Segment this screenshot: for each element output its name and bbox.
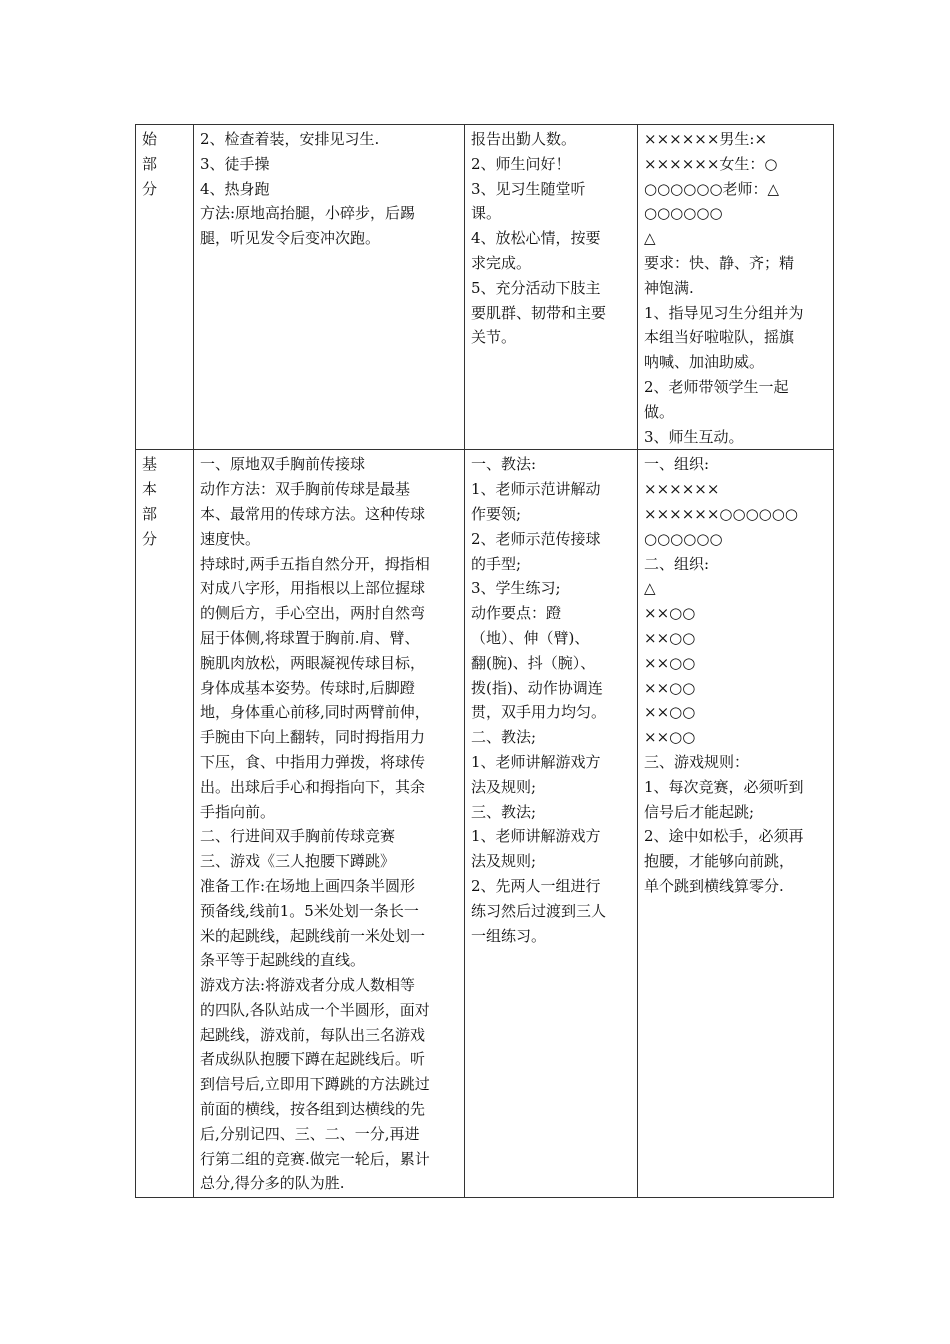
- method-line: 法及规则;: [471, 777, 537, 796]
- content-line: 对成八字形，用指根以上部位握球: [200, 579, 426, 598]
- organization-line: ××××××女生：○: [644, 154, 778, 173]
- method-line: 5、充分活动下肢主: [471, 278, 601, 297]
- content-line: 出。出球后手心和拇指向下，其余: [200, 777, 426, 796]
- organization-line: ○○○○○○: [644, 204, 723, 223]
- method-line: 拨(指)、动作协调连: [471, 678, 603, 697]
- table-row-opening: [136, 125, 834, 450]
- organization-line: 三、游戏规则：: [644, 752, 750, 771]
- method-line: （地）、伸（臂)、: [471, 628, 590, 647]
- method-line: 1、老师示范讲解动: [471, 480, 601, 499]
- content-line: 手指向前。: [200, 802, 276, 821]
- organization-line: ○○○○○○: [644, 529, 723, 548]
- method-line: 1、老师讲解游戏方: [471, 752, 601, 771]
- method-line: 1、老师讲解游戏方: [471, 827, 601, 846]
- section-char: 部: [142, 504, 158, 523]
- organization-line: ××××××○○○○○○: [644, 504, 798, 523]
- method-line: 作要领;: [471, 504, 522, 523]
- content-line: 预备线,线前1。5米处划一条长一: [200, 901, 419, 920]
- content-line: 游戏方法:将游戏者分成人数相等: [200, 976, 416, 995]
- organization-line: 抱腰，才能够向前跳，: [644, 852, 795, 871]
- organization-line: 2、老师带领学生一起: [644, 377, 789, 396]
- content-line: 地，身体重心前移,同时两臂前伸，: [200, 703, 430, 722]
- method-line: 报告出勤人数。: [471, 130, 577, 148]
- organization-line: △: [644, 579, 656, 598]
- method-line: 4、放松心情，按要: [471, 229, 601, 248]
- content-line: 4、热身跑: [200, 179, 270, 198]
- content-line: 3、徒手操: [200, 154, 270, 173]
- content-line: 行第二组的竞赛.做完一轮后，累计: [200, 1149, 430, 1168]
- method-line: 关节。: [471, 328, 517, 347]
- method-line: 翻(腕)、抖（腕）、: [471, 653, 596, 672]
- organization-cell-opening: [638, 125, 834, 450]
- content-line: 速度快。: [200, 529, 261, 548]
- table-row-basic: [136, 450, 834, 1198]
- content-line: 持球时,两手五指自然分开，拇指相: [200, 554, 430, 573]
- organization-line: 要求：快、静、齐；精: [644, 253, 795, 272]
- method-line: 2、先两人一组进行: [471, 876, 601, 895]
- method-line: 2、老师示范传接球: [471, 529, 601, 548]
- content-line: 腿，听见发令后变冲次跑。: [200, 229, 381, 248]
- content-line: 下压，食、中指用力弹拨，将球传: [200, 752, 426, 771]
- section-char: 分: [142, 529, 158, 548]
- content-line: 的侧后方，手心空出，两肘自然弯: [200, 604, 426, 623]
- method-line: 3、学生练习;: [471, 579, 561, 598]
- organization-line: ××○○: [644, 604, 696, 623]
- section-char: 基: [142, 455, 158, 474]
- content-line: 本、最常用的传球方法。这种传球: [200, 504, 426, 523]
- content-line: 者成纵队抱腰下蹲在起跳线后。听: [200, 1050, 426, 1069]
- organization-line: 呐喊、加油助威。: [644, 353, 765, 372]
- organization-line: ××××××男生:×: [644, 130, 768, 148]
- content-line: 屈于体侧,将球置于胸前.肩、臂、: [200, 628, 420, 647]
- section-label-basic: [136, 450, 194, 1198]
- method-line: 的手型;: [471, 554, 522, 573]
- content-line: 总分,得分多的队为胜.: [200, 1174, 345, 1193]
- method-line: 法及规则;: [471, 852, 537, 871]
- organization-line: ○○○○○○老师：△: [644, 179, 780, 198]
- organization-line: 3、师生互动。: [644, 427, 744, 446]
- organization-line: 信号后才能起跳;: [644, 802, 755, 821]
- section-char: 部: [142, 154, 158, 173]
- organization-line: 做。: [644, 402, 675, 421]
- organization-line: 神饱满.: [644, 278, 694, 297]
- organization-line: 单个跳到横线算零分.: [644, 876, 784, 895]
- organization-line: ××○○: [644, 653, 696, 672]
- content-line: 2、检查着装，安排见习生.: [200, 130, 380, 148]
- method-cell-opening: [465, 125, 638, 450]
- method-line: 练习然后过渡到三人: [471, 901, 607, 920]
- content-cell-basic: [194, 450, 465, 1198]
- organization-line: ××××××: [644, 480, 720, 499]
- organization-line: 2、途中如松手，必须再: [644, 827, 804, 846]
- method-line: 课。: [471, 204, 502, 223]
- section-char: 始: [142, 130, 158, 148]
- organization-line: ××○○: [644, 728, 696, 747]
- content-line: 米的起跳线，起跳线前一米处划一: [200, 926, 426, 945]
- content-line: 三、游戏《三人抱腰下蹲跳》: [200, 852, 396, 871]
- organization-line: 二、组织:: [644, 554, 710, 573]
- method-line: 三、教法;: [471, 802, 537, 821]
- organization-line: ××○○: [644, 703, 696, 722]
- content-line: 腕肌肉放松，两眼凝视传球目标，: [200, 653, 426, 672]
- organization-line: 1、每次竞赛，必须听到: [644, 777, 804, 796]
- content-line: 方法:原地高抬腿，小碎步，后踢: [200, 204, 416, 223]
- content-line: 手腕由下向上翻转，同时拇指用力: [200, 728, 426, 747]
- method-line: 要肌群、韧带和主要: [471, 303, 607, 322]
- content-line: 动作方法：双手胸前传球是最基: [200, 480, 411, 499]
- section-label-opening: [136, 125, 194, 450]
- content-line: 前面的横线，按各组到达横线的先: [200, 1100, 426, 1119]
- lesson-plan-table: [135, 124, 834, 1198]
- content-line: 准备工作:在场地上画四条半圆形: [200, 876, 416, 895]
- content-line: 后,分别记四、三、二、一分,再进: [200, 1124, 420, 1143]
- organization-line: ××○○: [644, 678, 696, 697]
- method-cell-basic: [465, 450, 638, 1198]
- content-line: 的四队,各队站成一个半圆形，面对: [200, 1000, 430, 1019]
- content-line: 二、行进间双手胸前传球竞赛: [200, 827, 396, 846]
- method-line: 二、教法;: [471, 728, 537, 747]
- organization-line: △: [644, 229, 656, 248]
- organization-line: ××○○: [644, 628, 696, 647]
- method-line: 2、师生问好！: [471, 154, 571, 173]
- organization-cell-basic: [638, 450, 834, 1198]
- method-line: 动作要点：蹬: [471, 604, 562, 623]
- content-cell-opening: [194, 125, 465, 450]
- content-line: 到信号后,立即用下蹲跳的方法跳过: [200, 1075, 430, 1094]
- content-line: 身体成基本姿势。传球时,后脚蹬: [200, 678, 415, 697]
- section-char: 分: [142, 179, 158, 198]
- content-line: 一、原地双手胸前传接球: [200, 455, 366, 474]
- content-line: 起跳线，游戏前，每队出三名游戏: [200, 1025, 426, 1044]
- method-line: 一、教法:: [471, 455, 537, 474]
- method-line: 贯，双手用力均匀。: [471, 703, 607, 722]
- method-line: 3、见习生随堂听: [471, 179, 586, 198]
- organization-line: 一、组织:: [644, 455, 710, 474]
- organization-line: 本组当好啦啦队，摇旗: [644, 328, 795, 347]
- method-line: 一组练习。: [471, 926, 547, 945]
- method-line: 求完成。: [471, 253, 532, 272]
- content-line: 条平等于起跳线的直线。: [200, 951, 366, 970]
- section-char: 本: [142, 480, 158, 499]
- organization-line: 1、指导见习生分组并为: [644, 303, 804, 322]
